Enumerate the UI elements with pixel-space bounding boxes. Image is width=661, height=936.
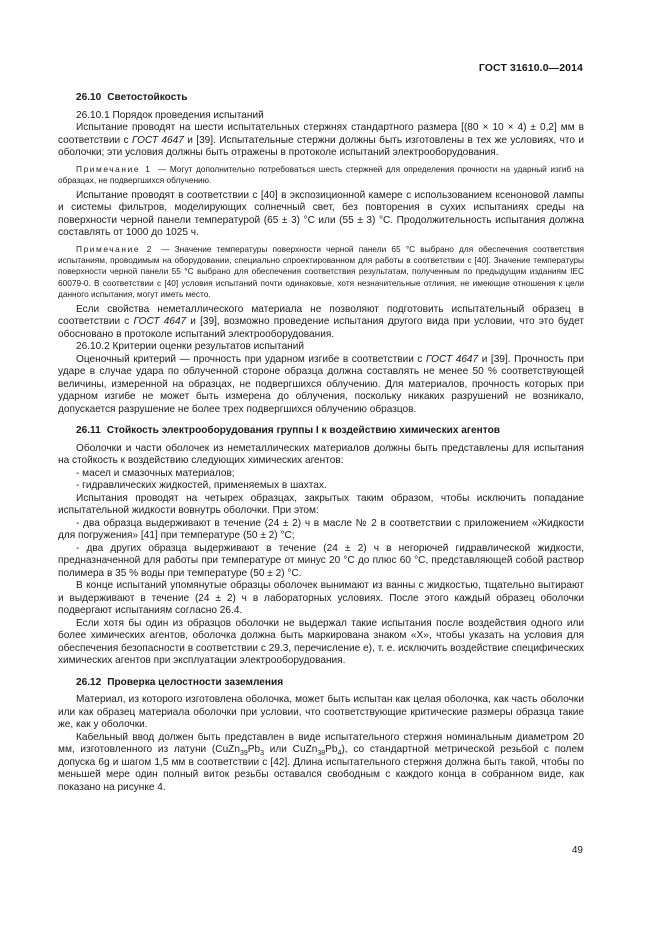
section-title: Проверка целостности заземления — [107, 676, 284, 688]
paragraph: Испытание проводят в соответствии с [40] в экспозиционной камере с использованием ксеноновой лампы и системы фильтров, моделирующих солнечный свет, без повторения в сухих испытаниях среды на поверхности черной панели температурой (65 ± 3) °C или (55 ± 3) °C. Продолжительность испытания должна составлять от 1000 до 1025 ч. — [58, 189, 584, 239]
reference: ГОСТ 4647 — [133, 316, 187, 328]
document-body — [58, 92, 584, 794]
document-header: ГОСТ 31610.0—2014 — [478, 62, 583, 74]
section-heading-26-12 — [58, 677, 584, 690]
paragraph: Оценочный критерий — прочность при ударном изгибе в соответствии с ГОСТ 4647 и [39]. Прочность при ударе в случае удара по облученной стороне образца должна составлять не менее 50 % соответствующей величины, измеренной на образцах, не подвергшихся облучению. Для материалов, прочность которых при ударном изгибе не может быть измерена до облучения, поскольку никаких разрушений не возникало, допускается разрушение не более трех подвергшихся облучению образцов. — [58, 353, 585, 415]
paragraph: - два других образца выдерживают в течение (24 ± 2) ч в негорючей гидравлической жидкости, предназначенной для работы при температуре от минус 20 °C до плюс 60 °C, представляющей собой раствор полимера в 35 % воды при температуре (50 ± 2) °C. — [58, 542, 584, 579]
section-heading-26-10 — [58, 92, 584, 105]
note: Примечание 2 — Значение температуры поверхности черной панели 65 °C выбрано для обеспечения соответствия испытаниям, проводимым на оборудовании, специально спроектированном для работы в соответствии с [40]. Значение температуры поверхности черной панели 55 °C выбрано для обеспечения соответствия результатам, полученным по предыдущим изданиям IEC 60079-0. В соответствии с [40] условия испытаний почти одинаковые, хотя незначительные отличия, не имеющие отношения к цели данного испытания, могут иметь место. — [58, 243, 584, 299]
note-label: Примечание 2 — [76, 243, 154, 254]
paragraph: В конце испытаний упомянутые образцы оболочек вынимают из ванны с жидкостью, тщательно вытирают и выдерживают в течение (24 ± 2) ч в лабораторных условиях. После этого каждый образец оболочки подвергают испытаниям согласно 26.4. — [58, 580, 584, 617]
section-heading-26-11 — [58, 425, 584, 438]
paragraph: Если хотя бы один из образцов оболочки не выдержал такие испытания после воздействия одного или более химических агентов, оболочка должна быть маркирована знаком «X», чтобы указать на условия для обеспечения безопасности в соответствии с 29.3, перечисление e), т. е. исключить воздействие специфических химических агентов при эксплуатации электрооборудования. — [58, 617, 584, 667]
paragraph: Испытание проводят на шести испытательных стержнях стандартного размера [(80 × 10 × 4) ± 0,2] мм в соответствии с ГОСТ 4647 и [39]. Испытательные стержни должны быть изготовлены в тех же условиях, что и оболочки; эти условия должны быть отражены в протоколе испытаний электрооборудования. — [58, 122, 584, 158]
section-number: 26.10 — [76, 92, 102, 103]
section-number: 26.12 — [76, 676, 102, 688]
note: Примечание 1 — Могут дополнительно потребоваться шесть стержней для определения прочности на ударный изгиб на образцах, не подвергшихся облучению. — [58, 163, 584, 185]
section-title: Стойкость электрооборудования группы I к воздействию химических агентов — [106, 425, 500, 437]
subsection-heading: 26.10.2 Критерии оценки результатов испытаний — [76, 341, 305, 353]
paragraph: Если свойства неметаллического материала не позволяют подготовить испытательный образец в соответствии с ГОСТ 4647 и [39], возможно проведение испытания другого вида при условии, что это будет обосновано в протоколе испытаний электрооборудования. — [58, 303, 584, 340]
paragraph: - два образца выдерживают в течение (24 ± 2) ч в масле № 2 в соответствии с приложением «Жидкости для погружения» [41] при температуре (50 ± 2) °C; — [58, 517, 584, 542]
section-title: Светостойкость — [107, 92, 188, 103]
reference: ГОСТ 4647 — [426, 353, 479, 365]
section-number: 26.11 — [76, 425, 101, 437]
paragraph: Испытания проводят на четырех образцах, закрытых таким образом, чтобы исключить попадание испытательной жидкости вовнутрь оболочки. При этом: — [58, 492, 584, 517]
subsection-heading: 26.10.1 Порядок проведения испытаний — [76, 109, 264, 121]
paragraph: Материал, из которого изготовлена оболочка, может быть испытан как целая оболочка, как часть оболочки или как образец материала оболочки при условии, что соответствующие критические размеры образца такие же, как у оболочки. — [58, 694, 584, 731]
paragraph: Кабельный ввод должен быть представлен в виде испытательного стержня номинальным диаметром 20 мм, изготовленного из латуни ($CuZn_{39}Pb_3$ или $CuZn_{38}Pb_4$), со стандартной метрической резьбой с полем допуска 6g и шагом 1,5 мм в соответствии с [42]. Длина испытательного стержня должна быть такой, чтобы по меньшей мере один полный виток резьбы оставался свободным с каждого конца в собранном виде, как показано на рисунке 4. — [58, 731, 584, 793]
note-label: Примечание 1 — [76, 163, 152, 174]
list-item: - масел и смазочных материалов; — [76, 467, 235, 479]
page-number: 49 — [571, 845, 583, 856]
list-item: - гидравлических жидкостей, применяемых в шахтах. — [76, 480, 327, 492]
reference: ГОСТ 4647 — [131, 134, 184, 146]
paragraph: Оболочки и части оболочек из неметаллических материалов должны быть представлены для испытания на стойкость к воздействию следующих химических агентов: — [58, 442, 584, 467]
